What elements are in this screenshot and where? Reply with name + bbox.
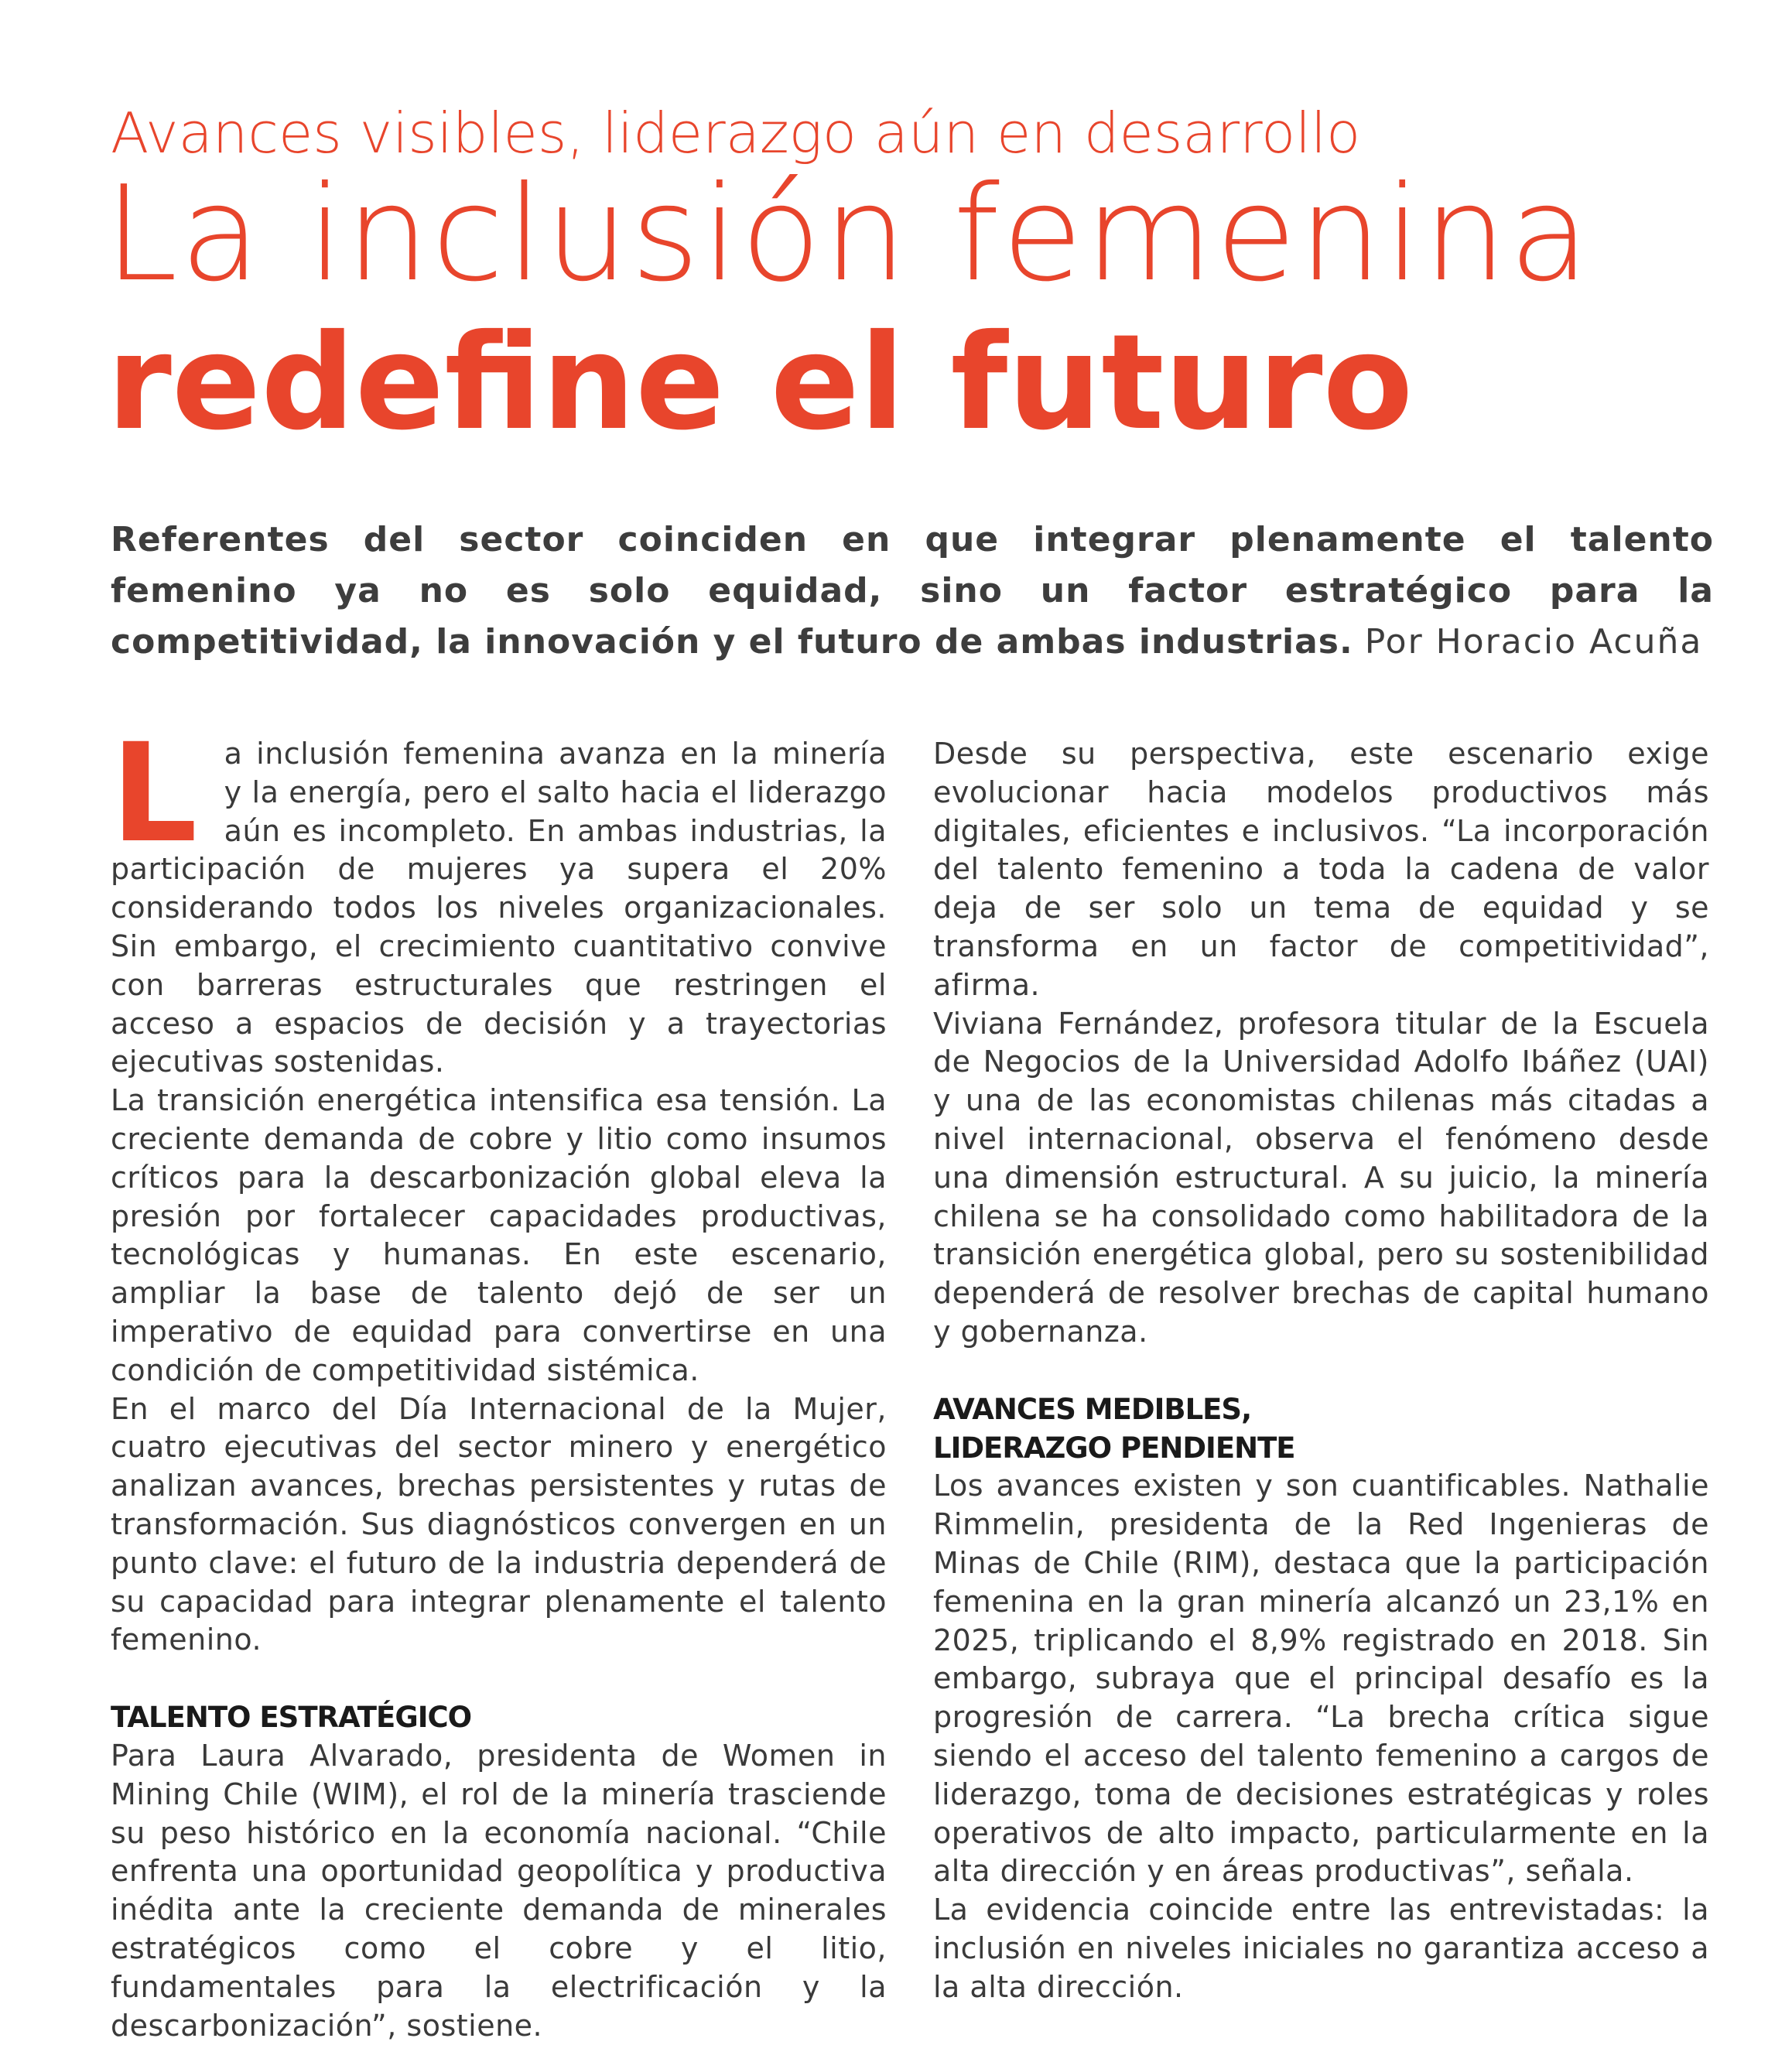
- byline: Por Horacio Acuña: [1364, 622, 1703, 662]
- lede-text: Referentes del sector coinciden en que integrar plenamente el talento femenino ya no es solo equidad, sino un factor estratégico para la competitividad, la innovación y el futuro de ambas industrias.: [111, 520, 1714, 662]
- paragraph: La evidencia coincide entre las entrevistadas: la inclusión en niveles iniciales no garantiza acceso a la alta dirección.: [933, 1893, 1709, 2004]
- paragraph: Los avances existen y son cuantificables. Nathalie Rimmelin, presidenta de la Red Ingenieras de Minas de Chile (RIM), destaca que la participación femenina en la gran minería alcanzó un 23,1% en 2025, triplicando el 8,9% registrado en 2018. Sin embargo, subraya que el principal desafío es la progresión de carrera. “La brecha crítica sigue siendo el acceso del talento femenino a cargos de liderazgo, toma de decisiones estratégicas y roles operativos de alto impacto, particularmente en la alta dirección y en áreas productivas”, señala.: [933, 1469, 1709, 1889]
- article-title-line1: La inclusión femenina: [104, 158, 1592, 311]
- paragraph: La transición energética intensifica esa tensión. La creciente demanda de cobre y litio como insumos críticos para la descarbonización global eleva la presión por fortalecer capacidades productivas, tecnológicas y humanas. En este escenario, ampliar la base de talento dejó de ser un imperativo de equidad para convertirse en una condición de competitividad sistémica.: [111, 1083, 887, 1387]
- paragraph-text: a inclusión femenina avanza en la minería y la energía, pero el salto hacia el liderazgo aún es incompleto. En ambas industrias, la participación de mujeres ya supera el 20% considerando todos los niveles organizacionales. Sin embargo, el crecimiento cuantitativo convive con barreras estructurales que restringen el acceso a espacios de decisión y a trayectorias ejecutivas sostenidas.: [111, 737, 887, 1079]
- paragraph: Para Laura Alvarado, presidenta de Women in Mining Chile (WIM), el rol de la minería trasciende su peso histórico en la economía nacional. “Chile enfrenta una oportunidad geopolítica y productiva inédita ante la creciente demanda de minerales estratégicos como el cobre y el litio, fundamentales para la electrificación y la descarbonización”, sostiene.: [111, 1738, 887, 2043]
- right-column: [933, 735, 1709, 2007]
- article-lede: [111, 515, 1714, 668]
- section-spacer: [111, 1660, 887, 1698]
- section-heading: AVANCES MEDIBLES,: [933, 1392, 1252, 1426]
- section-heading: LIDERAZGO PENDIENTE: [933, 1431, 1295, 1465]
- section-spacer: [933, 1352, 1709, 1390]
- paragraph: Viviana Fernández, profesora titular de la Escuela de Negocios de la Universidad Adolfo Ibáñez (UAI) y una de las economistas chilenas más citadas a nivel internacional, observa el fenómeno desde una dimensión estructural. A su juicio, la minería chilena se ha consolidado como habilitadora de la transición energética global, pero su sostenibilidad dependerá de resolver brechas de capital humano y gobernanza.: [933, 1006, 1709, 1349]
- paragraph: En el marco del Día Internacional de la Mujer, cuatro ejecutivas del sector minero y energético analizan avances, brechas persistentes y rutas de transformación. Sus diagnósticos convergen en un punto clave: el futuro de la industria dependerá de su capacidad para integrar plenamente el talento femenino.: [111, 1391, 887, 1657]
- section-heading: TALENTO ESTRATÉGICO: [111, 1701, 472, 1735]
- article-title-line2: redefine el futuro: [107, 306, 1414, 460]
- left-column: [111, 714, 887, 2045]
- paragraph: Desde su perspectiva, este escenario exige evolucionar hacia modelos productivos más digitales, eficientes e inclusivos. “La incorporación del talento femenino a toda la cadena de valor deja de ser solo un tema de equidad y se transforma en un factor de competitividad”, afirma.: [933, 737, 1709, 1002]
- drop-cap: L: [111, 714, 198, 873]
- paragraph: [111, 714, 887, 1082]
- article-kicker: Avances visibles, liderazgo aún en desarrollo: [111, 101, 1361, 166]
